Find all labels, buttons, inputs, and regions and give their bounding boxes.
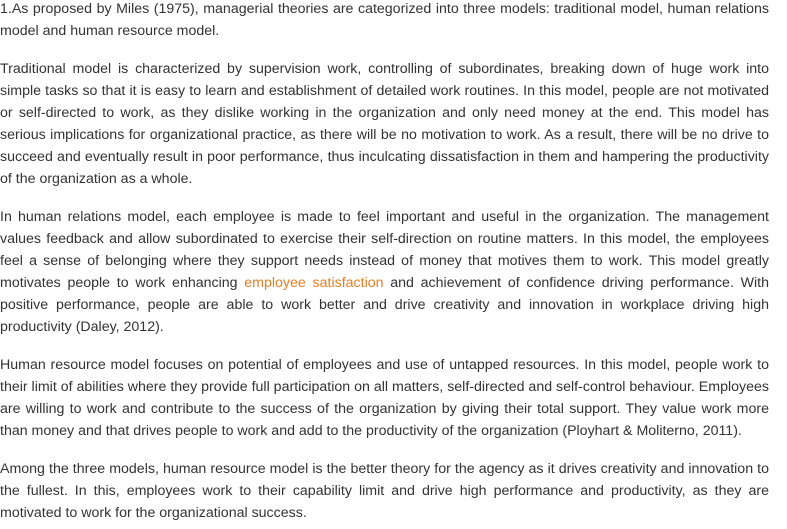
paragraph-human-relations-model [0, 206, 769, 338]
paragraph-traditional-model: Traditional model is characterized by supervision work, controlling of subordinates, breaking down of huge work into simple tasks so that it is easy to learn and establishment of detailed work routines. In this model, people are not motivated or self-directed to work, as they dislike working in the organization and only need money at the end. This model has serious implications for organizational practice, as there will be no motivation to work. As a result, there will be no drive to succeed and eventually result in poor performance, thus inculcating dissatisfaction in them and hampering the productivity of the organization as a whole. [0, 61, 769, 187]
paragraph-conclusion: Among the three models, human resource model is the better theory for the agency as it drives creativity and innovation to the fullest. In this, employees work to their capability limit and drive high performance and productivity, as they are motivated to work for the organizational success. [0, 461, 769, 521]
paragraph-human-resource-model: Human resource model focuses on potential of employees and use of untapped resources. In this model, people work to their limit of abilities where they provide full participation on all matters, self-directed and self-control behaviour. Employees are willing to work and contribute to the success of the organization by giving their total support. They value work more than money and that drives people to work and add to the productivity of the organization (Ployhart & Moliterno, 2011). [0, 357, 769, 439]
paragraph-text-after-link: and achievement of confidence driving performance. With positive performance, people are able to work better and drive creativity and innovation in workplace driving high productivity (Daley, 2012). [0, 275, 770, 335]
paragraph-text-before-link: In human relations model, each employee is made to feel important and useful in the organization. The management values feedback and allow subordinated to exercise their self-direction on routine matters. In this model, the employees feel a sense of belonging where they support needs instead of money that motives them to work. This model greatly motivates people to work enhancing [0, 209, 769, 291]
employee-satisfaction-link[interactable]: employee satisfaction [244, 275, 384, 291]
paragraph-miles-intro: 1.As proposed by Miles (1975), managerial theories are categorized into three models: traditional model, human relations model and human resource model. [0, 1, 769, 39]
